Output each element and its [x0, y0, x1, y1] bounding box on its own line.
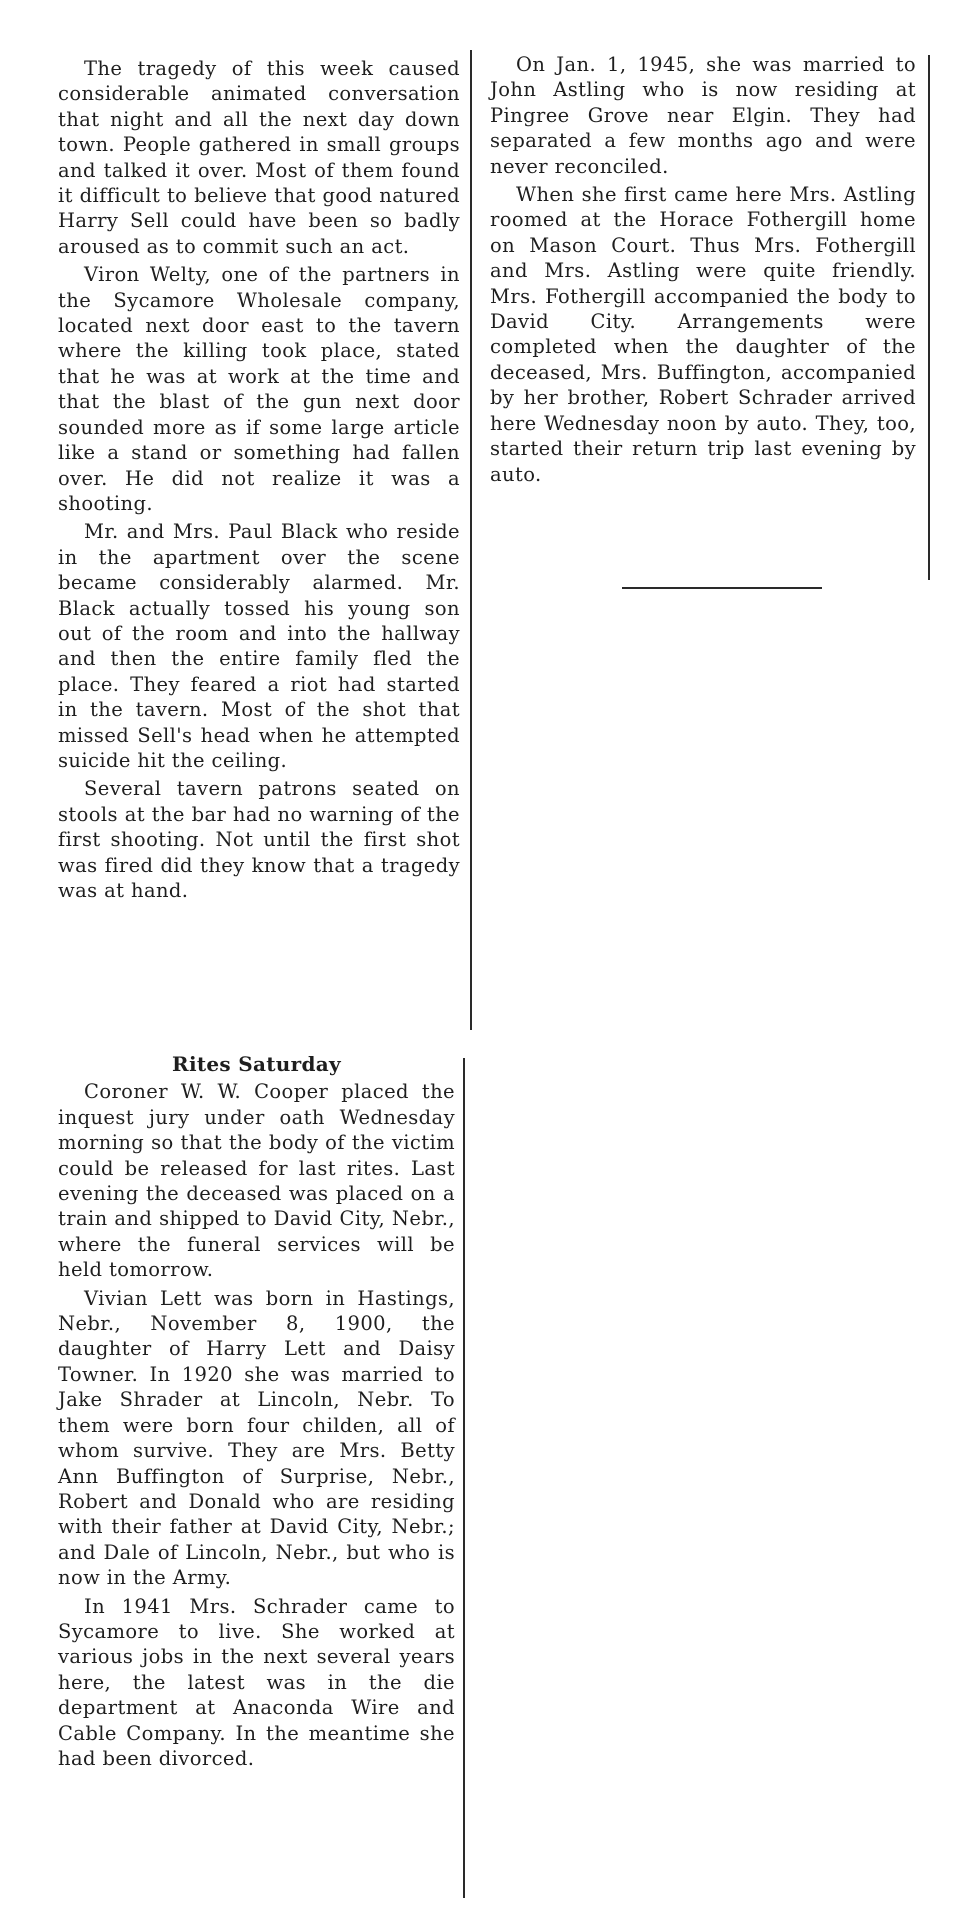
paragraph-arrangements: When she first came here Mrs. Astling roomed at the Horace Fothergill home on Mason Court. Thus Mrs. Fothergill and Mrs. Astling were quite friendly. Mrs. Fothergill accompanied the body to David City. Arrangements were completed when the daughter of the deceased, Mrs. Buffington, accompanied by her brother, Robert Schrader arrived here Wednesday noon by auto. They, too, started their return trip last evening by auto. — [490, 183, 916, 486]
column-right — [490, 52, 916, 490]
paragraph-welty: Viron Welty, one of the partners in the Sycamore Wholesale company, located next door east to the tavern where the killing took place, stated that he was at work at the time and that the blast of the gun next door sounded more as if some large article like a stand or something had fallen over. He did not realize it was a shooting. — [58, 263, 460, 515]
paragraph-biography: Vivian Lett was born in Hastings, Nebr., November 8, 1900, the daughter of Harry Lett and Daisy Towner. In 1920 she was married to Jake Shrader at Lincoln, Nebr. To them were born four childen, all of whom survive. They are Mrs. Betty Ann Buffington of Surprise, Nebr., Robert and Donald who are residing with their father at David City, Nebr.; and Dale of Lincoln, Nebr., but who is now in the Army. — [58, 1286, 455, 1590]
subheading-rites-saturday: Rites Saturday — [172, 1052, 341, 1076]
paragraph-sycamore: In 1941 Mrs. Schrader came to Sycamore to live. She worked at various jobs in the next several years here, the latest was in the die department at Anaconda Wire and Cable Company. In the meantime she had been divorced. — [58, 1594, 455, 1770]
end-rule — [622, 587, 822, 589]
paragraph-reaction: The tragedy of this week caused considerable animated conversation that night and all the next day down town. People gathered in small groups and talked it over. Most of them found it difficult to believe that good natured Harry Sell could have been so badly aroused as to commit such an act. — [58, 57, 460, 258]
paragraph-marriage: On Jan. 1, 1945, she was married to John Astling who is now residing at Pingree Grove near Elgin. They had separated a few months ago and were never reconciled. — [490, 53, 916, 178]
column-rule-left-bottom — [463, 1058, 465, 1898]
column-rule-left-top — [470, 50, 472, 1030]
column-rule-right — [928, 55, 930, 580]
paragraph-patrons: Several tavern patrons seated on stools at the bar had no warning of the first shooting. Not until the first shot was fired did they know that a tragedy was at hand. — [58, 777, 460, 902]
paragraph-black-family: Mr. and Mrs. Paul Black who reside in the apartment over the scene became considerably alarmed. Mr. Black actually tossed his young son out of the room and into the hallway and then the entire family fled the place. They feared a riot had started in the tavern. Most of the shot that missed Sell's head when he attempted suicide hit the ceiling. — [58, 520, 460, 772]
column-left-bottom — [58, 1052, 455, 1774]
column-left-top — [58, 56, 460, 906]
paragraph-coroner: Coroner W. W. Cooper placed the inquest jury under oath Wednesday morning so that the body of the victim could be released for last rites. Last evening the deceased was placed on a train and shipped to David City, Nebr., where the funeral services will be held tomorrow. — [58, 1080, 455, 1282]
